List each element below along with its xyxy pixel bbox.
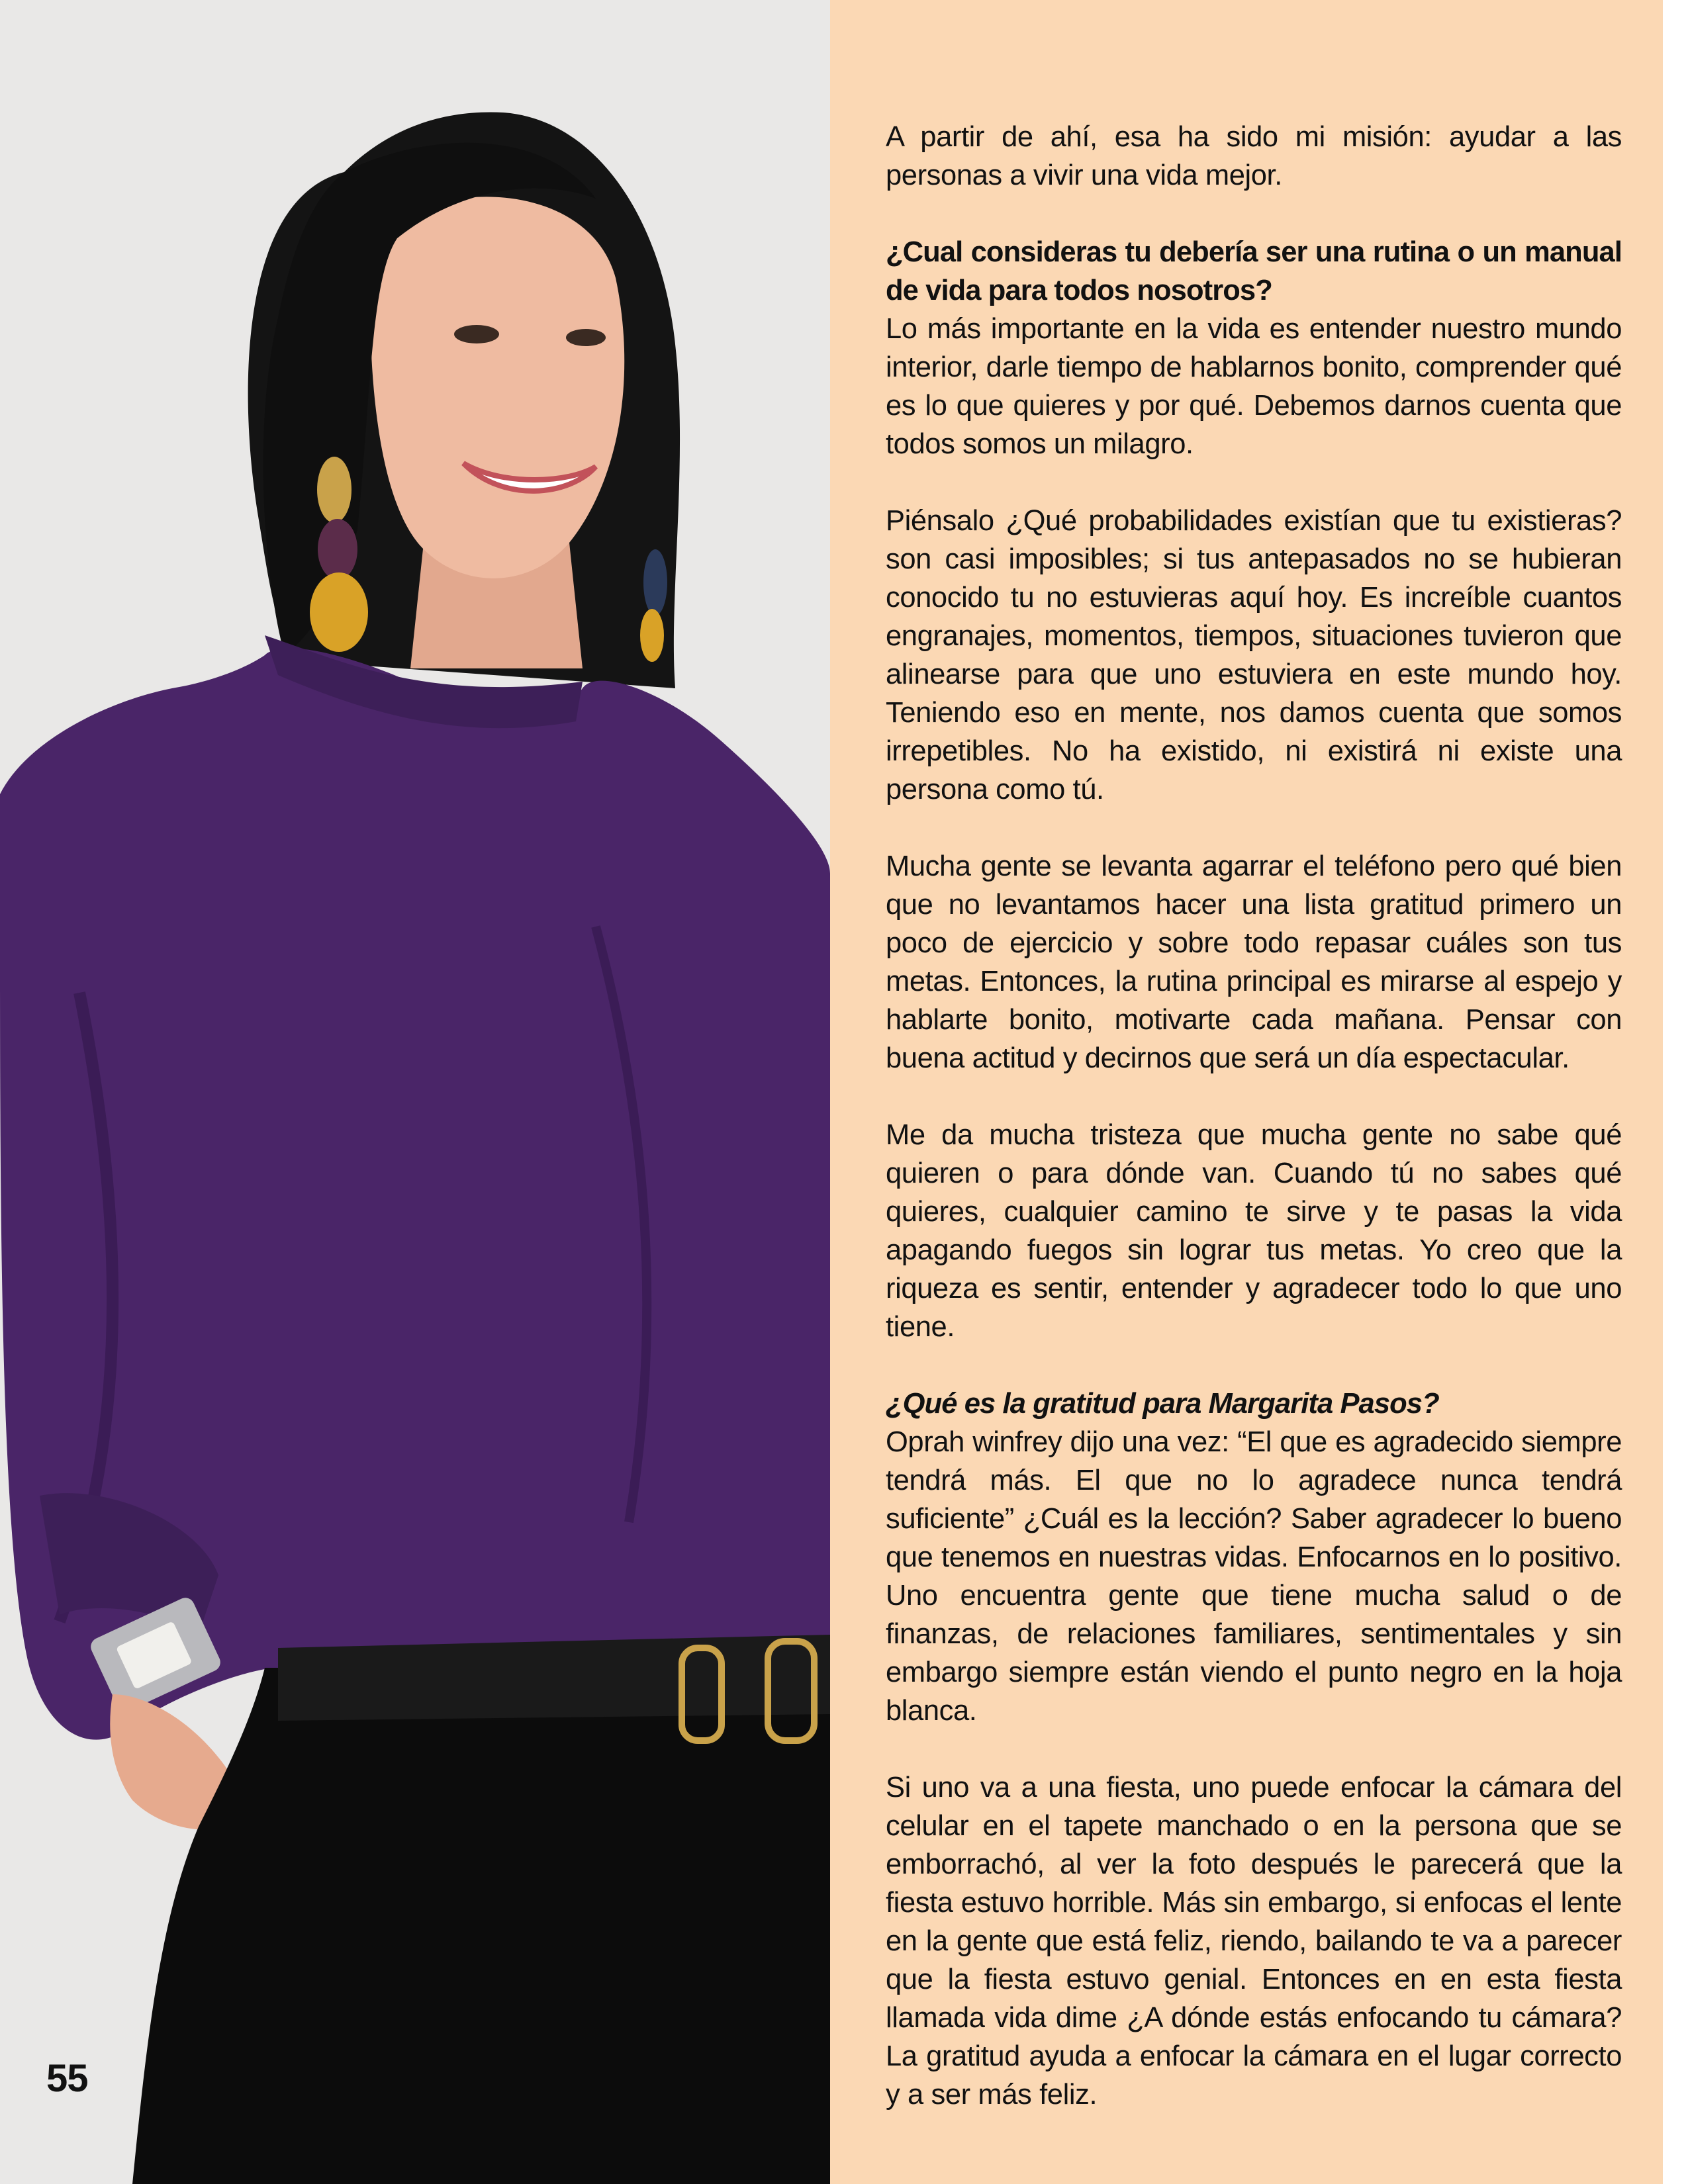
article-paragraph: Lo más importante en la vida es entender nuestro mundo interior, darle tiempo de hablarnos bonito, comprender qué es lo que quieres y por qué. Debemos darnos cuenta que todos somos un milagro. xyxy=(886,313,1622,460)
article-paragraph: Si uno va a una fiesta, uno puede enfocar la cámara del celular en el tapete manchado o en la persona que se emborrachó, al ver la foto después le parecerá que la fiesta estuvo horrible. Más sin embargo, si enfocas el lente en la gente que está feliz, riendo, bailando te va a parecer que la fiesta estuvo genial. Entonces en en esta fiesta llamada vida dime ¿A dónde estás enfocando tu cámara? La gratitud ayuda a enfocar la cámara en el lugar correcto y a ser más feliz. xyxy=(886,1772,1622,2111)
woman-portrait-photo-icon xyxy=(0,0,830,2184)
interview-question: ¿Cual consideras tu debería ser una rutina o un manual de vida para todos nosotros? xyxy=(886,236,1622,306)
article-paragraph: Oprah winfrey dijo una vez: “El que es agradecido siempre tendrá más. El que no lo agradece nunca tendrá suficiente” ¿Cuál es la lección? Saber agradecer lo bueno que tenemos en nuestras vidas. Enfocarnos en lo positivo. Uno encuentra gente que tiene mucha salud o de finanzas, de relaciones familiares, sentimentales y sin embargo siempre están viendo el punto negro en la hoja blanca. xyxy=(886,1426,1622,1727)
page-number: 55 xyxy=(46,2057,88,2100)
article-paragraph: Me da mucha tristeza que mucha gente no sabe qué quieren o para dónde van. Cuando tú no sabes qué quieres, cualquier camino te sirve y te pasas la vida apagando fuegos sin lograr tus metas. Yo creo que la riqueza es sentir, entender y agradecer todo lo que uno tiene. xyxy=(886,1119,1622,1343)
interview-question: ¿Qué es la gratitud para Margarita Pasos? xyxy=(886,1388,1439,1420)
portrait-photo xyxy=(0,0,830,2184)
article-paragraph: Piénsalo ¿Qué probabilidades existían que tu existieras? son casi imposibles; si tus antepasados no se hubieran conocido tu no estuvieras aquí hoy. Es increíble cuantos engranajes, momentos, tiempos, situaciones tuvieron que alinearse para que uno estuviera en este mundo hoy. Teniendo eso en mente, nos damos cuenta que somos irrepetibles. No ha existido, ni existirá ni existe una persona como tú. xyxy=(886,505,1622,805)
belt xyxy=(278,1635,830,1721)
article-paragraph: A partir de ahí, esa ha sido mi misión: ayudar a las personas a vivir una vida mejor. xyxy=(886,121,1622,191)
article-paragraph: Mucha gente se levanta agarrar el teléfono pero qué bien que no levantamos hacer una lista gratitud primero un poco de ejercicio y sobre todo repasar cuáles son tus metas. Entonces, la rutina principal es mirarse al espejo y hablarte bonito, motivarte cada mañana. Pensar con buena actitud y decirnos que será un día espectacular. xyxy=(886,850,1622,1074)
page-margin xyxy=(1663,0,1688,2184)
article-body xyxy=(886,118,1622,2114)
